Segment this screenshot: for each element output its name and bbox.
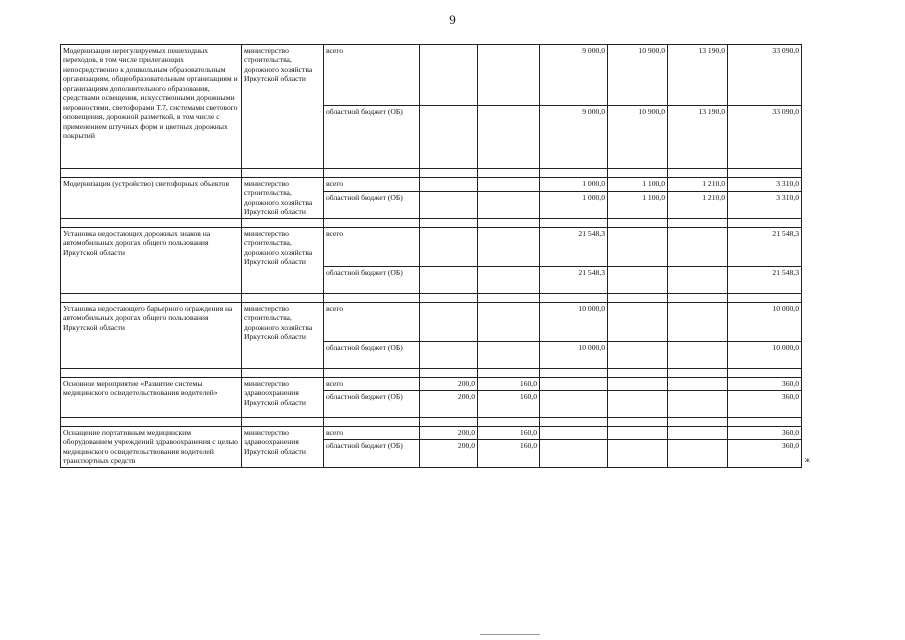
value-cell (420, 267, 478, 294)
value-cell: 10 000,0 (540, 342, 608, 369)
value-cell: 9 000,0 (540, 106, 608, 169)
value-cell: 21 548,3 (540, 267, 608, 294)
value-cell (420, 303, 478, 342)
total-cell: 360,0 (728, 378, 802, 391)
value-cell (478, 178, 540, 192)
value-cell: 10 900,0 (608, 106, 668, 169)
executor: министерство здравоохранения Иркутской области (242, 378, 324, 418)
funding-source: всего (324, 427, 420, 440)
value-cell: 160,0 (478, 391, 540, 418)
corner-mark: ж (805, 456, 810, 464)
event-name: Оснащение портативным медицинским оборудованием учреждений здравоохранения с целью медицинского освидетельствования водителей транспортных средств (61, 427, 242, 468)
event-name: Установка недостающего барьерного ограждения на автомобильных дорогах общего пользования Иркутской области (61, 303, 242, 369)
value-cell (608, 342, 668, 369)
value-cell: 10 900,0 (608, 45, 668, 106)
total-cell: 21 548,3 (728, 267, 802, 294)
value-cell: 21 548,3 (540, 228, 608, 267)
value-cell (668, 391, 728, 418)
total-cell: 10 000,0 (728, 342, 802, 369)
table-row (61, 178, 802, 192)
value-cell (478, 228, 540, 267)
funding-source: всего (324, 228, 420, 267)
value-cell (668, 378, 728, 391)
total-cell: 360,0 (728, 427, 802, 440)
total-cell: 21 548,3 (728, 228, 802, 267)
table-row (61, 228, 802, 267)
page-number: 9 (449, 12, 456, 27)
value-cell (540, 391, 608, 418)
value-cell (608, 228, 668, 267)
executor: министерство строительства, дорожного хозяйства Иркутской области (242, 228, 324, 294)
executor: министерство строительства, дорожного хозяйства Иркутской области (242, 178, 324, 219)
funding-source: областной бюджет (ОБ) (324, 391, 420, 418)
funding-source: областной бюджет (ОБ) (324, 192, 420, 219)
value-cell (478, 106, 540, 169)
table-row (61, 303, 802, 342)
value-cell (420, 106, 478, 169)
row-gap (61, 294, 802, 303)
funding-source: областной бюджет (ОБ) (324, 342, 420, 369)
funding-source: всего (324, 178, 420, 192)
total-cell: 360,0 (728, 391, 802, 418)
event-name: Модернизация нерегулируемых пешеходных переходов, в том числе прилегающих непосредственно к дошкольным образовательным организациям, общеобразовательным организациям и организациям дополнительного образования, средствами освещения, искусственными дорожными неровностями, светофорами Т.7, системами светового оповещения, дорожной разметкой, в том числе с применением штучных форм и цветных дорожных покрытий (61, 45, 242, 169)
value-cell (478, 45, 540, 106)
funding-source: всего (324, 45, 420, 106)
value-cell (420, 228, 478, 267)
value-cell: 160,0 (478, 440, 540, 468)
total-cell: 360,0 (728, 440, 802, 468)
table-row (61, 378, 802, 391)
value-cell: 13 190,0 (668, 106, 728, 169)
value-cell (608, 303, 668, 342)
funding-source: областной бюджет (ОБ) (324, 440, 420, 468)
value-cell (668, 303, 728, 342)
value-cell (608, 378, 668, 391)
value-cell (478, 303, 540, 342)
value-cell (478, 267, 540, 294)
value-cell (608, 391, 668, 418)
value-cell (608, 267, 668, 294)
executor: министерство здравоохранения Иркутской области (242, 427, 324, 468)
value-cell: 160,0 (478, 378, 540, 391)
value-cell: 9 000,0 (540, 45, 608, 106)
value-cell (668, 228, 728, 267)
row-gap (61, 418, 802, 427)
value-cell (540, 440, 608, 468)
value-cell: 1 210,0 (668, 192, 728, 219)
row-gap (61, 169, 802, 178)
event-name: Установка недостающих дорожных знаков на автомобильных дорогах общего пользования Иркутской области (61, 228, 242, 294)
value-cell: 10 000,0 (540, 303, 608, 342)
value-cell: 200,0 (420, 378, 478, 391)
value-cell: 1 100,0 (608, 192, 668, 219)
value-cell: 200,0 (420, 427, 478, 440)
total-cell: 3 310,0 (728, 178, 802, 192)
value-cell (608, 440, 668, 468)
value-cell (420, 45, 478, 106)
value-cell (420, 178, 478, 192)
value-cell: 1 000,0 (540, 192, 608, 219)
scan-artifact (480, 634, 540, 638)
value-cell (420, 192, 478, 219)
value-cell (540, 378, 608, 391)
value-cell (420, 342, 478, 369)
value-cell (668, 267, 728, 294)
value-cell: 1 000,0 (540, 178, 608, 192)
total-cell: 10 000,0 (728, 303, 802, 342)
value-cell (668, 427, 728, 440)
value-cell (478, 192, 540, 219)
total-cell: 33 090,0 (728, 106, 802, 169)
funding-source: всего (324, 378, 420, 391)
event-name: Основное мероприятие «Развитие системы медицинского освидетельствования водителей» (61, 378, 242, 418)
value-cell (608, 427, 668, 440)
value-cell (478, 342, 540, 369)
funding-source: всего (324, 303, 420, 342)
budget-table (60, 44, 802, 468)
value-cell: 1 210,0 (668, 178, 728, 192)
row-gap (61, 219, 802, 228)
value-cell: 1 100,0 (608, 178, 668, 192)
table-row (61, 45, 802, 106)
funding-source: областной бюджет (ОБ) (324, 267, 420, 294)
value-cell: 200,0 (420, 391, 478, 418)
event-name: Модернизация (устройство) светофорных объектов (61, 178, 242, 219)
funding-source: областной бюджет (ОБ) (324, 106, 420, 169)
value-cell (668, 342, 728, 369)
total-cell: 3 310,0 (728, 192, 802, 219)
row-gap (61, 369, 802, 378)
value-cell: 200,0 (420, 440, 478, 468)
value-cell (668, 440, 728, 468)
executor: министерство строительства, дорожного хозяйства Иркутской области (242, 303, 324, 369)
executor: министерство строительства, дорожного хозяйства Иркутской области (242, 45, 324, 169)
value-cell: 160,0 (478, 427, 540, 440)
value-cell (540, 427, 608, 440)
table-row (61, 427, 802, 440)
total-cell: 33 090,0 (728, 45, 802, 106)
value-cell: 13 190,0 (668, 45, 728, 106)
